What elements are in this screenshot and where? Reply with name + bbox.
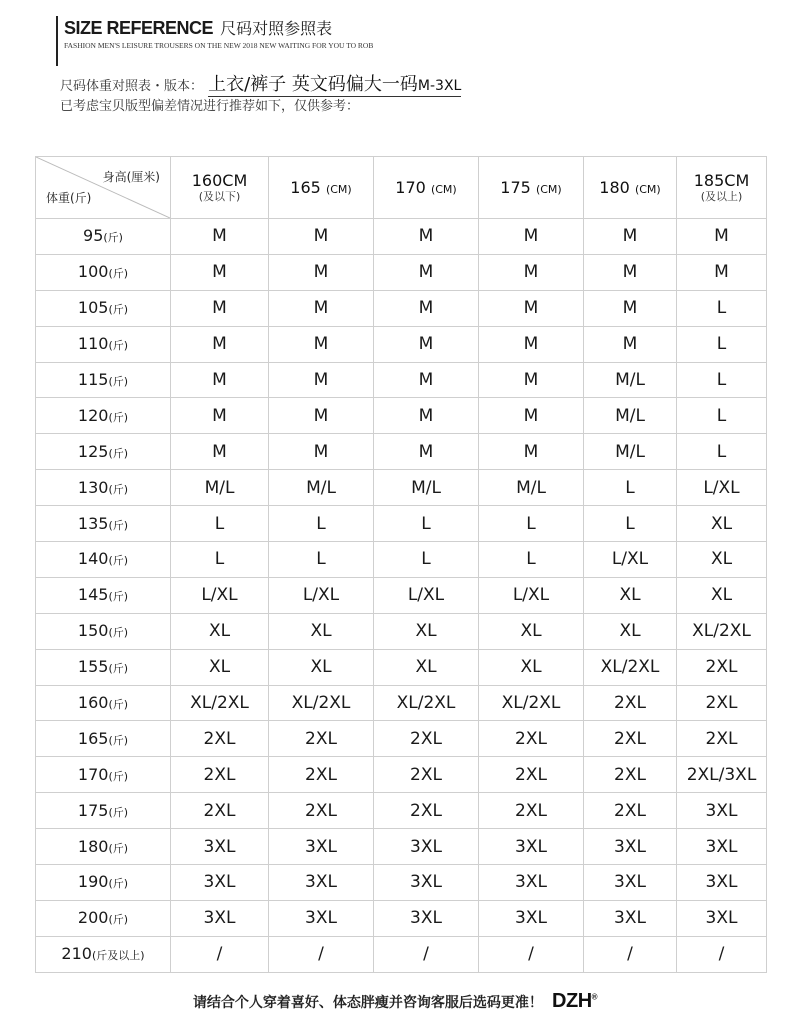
size-cell: XL/2XL — [479, 685, 584, 721]
size-cell: 3XL — [584, 865, 677, 901]
size-cell: / — [584, 936, 677, 972]
column-height-wrap — [500, 178, 561, 197]
size-cell: M — [677, 219, 767, 255]
size-cell: 3XL — [269, 829, 374, 865]
weight-unit: (斤) — [108, 913, 129, 927]
size-cell: XL/2XL — [374, 685, 479, 721]
weight-label — [78, 693, 128, 712]
size-cell: 2XL — [269, 793, 374, 829]
weight-value: 120 — [77, 405, 109, 425]
weight-label — [78, 334, 128, 353]
table-row — [36, 290, 767, 326]
weight-cell — [36, 649, 171, 685]
intro-line-note: 已考虑宝贝版型偏差情况进行推荐如下，仅供参考： — [60, 99, 360, 114]
size-cell: 3XL — [269, 865, 374, 901]
weight-unit: (斤) — [108, 626, 129, 640]
size-cell: L/XL — [171, 577, 269, 613]
size-cell: XL — [677, 577, 767, 613]
size-cell: XL — [171, 613, 269, 649]
weight-label — [78, 406, 128, 425]
size-cell: M — [269, 326, 374, 362]
size-cell: M — [584, 290, 677, 326]
table-header-row — [36, 157, 767, 219]
size-cell: 2XL — [374, 793, 479, 829]
table-row — [36, 506, 767, 542]
size-cell: M/L — [584, 398, 677, 434]
column-header-1 — [269, 157, 374, 219]
size-cell: 3XL — [269, 900, 374, 936]
weight-value: 145 — [77, 585, 109, 605]
corner-height-label: 身高(厘米) — [102, 170, 160, 184]
weight-value: 105 — [77, 298, 109, 318]
table-row — [36, 362, 767, 398]
table-row — [36, 219, 767, 255]
size-cell: L — [677, 326, 767, 362]
table-row — [36, 398, 767, 434]
weight-label — [78, 585, 128, 604]
weight-cell — [36, 757, 171, 793]
size-cell: 3XL — [677, 793, 767, 829]
weight-value: 110 — [77, 334, 109, 354]
weight-label — [61, 944, 144, 963]
weight-cell — [36, 829, 171, 865]
weight-label — [78, 549, 128, 568]
size-cell: M — [269, 398, 374, 434]
intro-prefix: 尺码体重对照表・版本： — [60, 79, 204, 94]
weight-cell — [36, 326, 171, 362]
size-cell: 2XL — [677, 685, 767, 721]
size-cell: M — [479, 398, 584, 434]
size-cell: 2XL — [269, 757, 374, 793]
weight-unit: (斤) — [108, 805, 129, 819]
brand-logo — [552, 990, 597, 1012]
weight-value: 175 — [77, 800, 109, 820]
size-cell: 2XL — [584, 685, 677, 721]
size-cell: XL — [584, 577, 677, 613]
table-row — [36, 757, 767, 793]
weight-cell — [36, 865, 171, 901]
size-cell: L — [479, 506, 584, 542]
column-height-unit: (CM) — [325, 183, 352, 196]
size-cell: M/L — [479, 470, 584, 506]
size-cell: M/L — [269, 470, 374, 506]
size-cell: L/XL — [677, 470, 767, 506]
weight-label — [78, 514, 128, 533]
size-cell: L/XL — [374, 577, 479, 613]
size-cell: M — [479, 326, 584, 362]
column-height-wrap — [599, 178, 660, 197]
size-cell: XL — [269, 649, 374, 685]
table-row — [36, 577, 767, 613]
weight-cell — [36, 506, 171, 542]
title-chinese: 尺码对照参照表 — [220, 19, 333, 38]
size-cell: 3XL — [479, 865, 584, 901]
size-cell: L — [677, 398, 767, 434]
weight-unit: (斤) — [108, 554, 129, 568]
size-cell: XL — [677, 506, 767, 542]
table-row — [36, 542, 767, 578]
table-row — [36, 470, 767, 506]
weight-label — [83, 226, 123, 245]
size-cell: M — [171, 362, 269, 398]
size-cell: M — [479, 254, 584, 290]
size-cell: M — [479, 434, 584, 470]
table-row — [36, 793, 767, 829]
weight-unit: (斤) — [108, 446, 129, 460]
column-header-0 — [171, 157, 269, 219]
size-cell: M — [171, 434, 269, 470]
table-row — [36, 865, 767, 901]
weight-value: 130 — [77, 477, 109, 497]
weight-label — [78, 621, 128, 640]
weight-unit: (斤) — [108, 518, 129, 532]
size-cell: 2XL — [677, 721, 767, 757]
weight-value: 95 — [83, 226, 104, 246]
size-cell: 3XL — [677, 900, 767, 936]
intro-version-text: 上衣/裤子 英文码偏大一码 — [208, 74, 418, 95]
size-cell: M — [374, 362, 479, 398]
size-cell: 2XL — [479, 757, 584, 793]
size-cell: 3XL — [374, 900, 479, 936]
weight-unit: (斤) — [108, 769, 129, 783]
weight-value: 155 — [77, 657, 109, 677]
table-row — [36, 685, 767, 721]
weight-unit: (斤) — [108, 877, 129, 891]
weight-value: 190 — [77, 872, 109, 892]
table-row — [36, 254, 767, 290]
size-cell: M — [269, 434, 374, 470]
size-cell: XL — [374, 649, 479, 685]
size-cell: M — [479, 362, 584, 398]
footer-text: 请结合个人穿着喜好、体态胖瘦并咨询客服后选码更准！ — [192, 995, 543, 1011]
weight-unit: (斤) — [108, 698, 129, 712]
size-cell: 3XL — [171, 900, 269, 936]
weight-value: 125 — [77, 441, 109, 461]
weight-cell — [36, 685, 171, 721]
column-height: 165 — [290, 178, 321, 197]
size-table — [35, 156, 767, 973]
weight-unit: (斤) — [103, 231, 123, 245]
weight-value: 180 — [77, 836, 109, 856]
weight-cell — [36, 362, 171, 398]
column-height: 160CM — [191, 171, 248, 190]
weight-label — [78, 657, 128, 676]
table-row — [36, 829, 767, 865]
size-cell: M — [374, 254, 479, 290]
weight-unit: (斤) — [108, 375, 129, 388]
size-cell: M — [374, 398, 479, 434]
size-cell: 2XL — [171, 757, 269, 793]
size-cell: M — [584, 254, 677, 290]
weight-unit: (斤) — [108, 733, 129, 747]
size-cell: L — [677, 290, 767, 326]
weight-value: 165 — [77, 728, 109, 748]
size-cell: M — [374, 326, 479, 362]
column-header-3 — [479, 157, 584, 219]
intro-version — [208, 74, 461, 97]
size-cell: XL — [584, 613, 677, 649]
column-header-5 — [677, 157, 767, 219]
size-cell: 3XL — [479, 829, 584, 865]
weight-label — [78, 872, 128, 891]
size-cell: XL — [269, 613, 374, 649]
weight-cell — [36, 398, 171, 434]
weight-value: 140 — [77, 549, 109, 569]
size-cell: XL — [479, 613, 584, 649]
size-cell: / — [479, 936, 584, 972]
size-cell: L/XL — [479, 577, 584, 613]
weight-label — [78, 442, 128, 461]
weight-value: 210 — [61, 944, 92, 964]
size-cell: L — [269, 506, 374, 542]
table-corner-cell — [36, 157, 171, 219]
weight-label — [78, 801, 128, 820]
size-cell: 2XL — [584, 793, 677, 829]
weight-unit: (斤) — [108, 303, 129, 317]
weight-label — [78, 370, 128, 389]
weight-cell — [36, 290, 171, 326]
size-cell: 2XL — [584, 721, 677, 757]
size-cell: XL/2XL — [269, 685, 374, 721]
intro-size-range: M-3XL — [417, 78, 462, 94]
size-cell: M/L — [584, 434, 677, 470]
size-cell: 3XL — [479, 900, 584, 936]
weight-unit: (斤及以上) — [91, 949, 145, 963]
size-cell: 2XL — [677, 649, 767, 685]
weight-value: 135 — [77, 513, 109, 533]
size-cell: L — [171, 542, 269, 578]
size-cell: 3XL — [584, 829, 677, 865]
weight-cell — [36, 577, 171, 613]
column-height-unit: (CM) — [535, 183, 562, 196]
size-cell: / — [677, 936, 767, 972]
weight-unit: (斤) — [108, 339, 129, 353]
column-height-note: (及以下) — [198, 190, 241, 203]
weight-cell — [36, 542, 171, 578]
table-row — [36, 900, 767, 936]
weight-label — [78, 298, 128, 317]
weight-value: 115 — [77, 370, 109, 389]
weight-cell — [36, 254, 171, 290]
weight-cell — [36, 900, 171, 936]
size-cell: 3XL — [677, 865, 767, 901]
size-cell: 2XL — [171, 721, 269, 757]
size-cell: M/L — [374, 470, 479, 506]
size-cell: M — [374, 290, 479, 326]
weight-unit: (斤) — [108, 410, 129, 424]
weight-label — [78, 729, 128, 748]
size-cell: M — [171, 254, 269, 290]
size-cell: L — [677, 434, 767, 470]
size-cell: 3XL — [584, 900, 677, 936]
size-cell: / — [171, 936, 269, 972]
size-cell: M — [171, 398, 269, 434]
size-cell: M — [374, 434, 479, 470]
size-cell: L/XL — [269, 577, 374, 613]
column-header-4 — [584, 157, 677, 219]
column-height: 175 — [500, 178, 531, 197]
weight-label — [78, 908, 128, 927]
column-height-wrap — [290, 178, 351, 197]
size-cell: / — [269, 936, 374, 972]
size-cell: M — [269, 290, 374, 326]
size-cell: M — [374, 219, 479, 255]
size-cell: M — [677, 254, 767, 290]
table-row — [36, 326, 767, 362]
size-cell: M — [584, 219, 677, 255]
size-cell: 2XL/3XL — [677, 757, 767, 793]
size-cell: XL — [374, 613, 479, 649]
size-cell: L — [479, 542, 584, 578]
size-cell: 2XL — [374, 757, 479, 793]
weight-label — [78, 837, 128, 856]
weight-cell — [36, 434, 171, 470]
weight-cell — [36, 936, 171, 972]
size-cell: 3XL — [374, 829, 479, 865]
weight-label — [78, 262, 128, 281]
size-cell: M — [269, 219, 374, 255]
weight-unit: (斤) — [108, 267, 129, 281]
title-row — [64, 16, 374, 39]
size-cell: L/XL — [584, 542, 677, 578]
brand-registered-mark: ® — [591, 992, 598, 1002]
column-header-2 — [374, 157, 479, 219]
column-height-unit: (CM) — [634, 183, 661, 196]
column-height: 170 — [395, 178, 426, 197]
size-cell: 2XL — [479, 721, 584, 757]
size-cell: L — [374, 542, 479, 578]
weight-cell — [36, 793, 171, 829]
size-cell: XL/2XL — [584, 649, 677, 685]
size-cell: M — [171, 290, 269, 326]
size-cell: M — [479, 290, 584, 326]
size-cell: L — [269, 542, 374, 578]
weight-value: 150 — [77, 621, 109, 641]
title-english: SIZE REFERENCE — [64, 18, 214, 38]
size-cell: 3XL — [374, 865, 479, 901]
size-cell: M — [269, 254, 374, 290]
size-cell: M — [171, 326, 269, 362]
size-cell: L — [584, 470, 677, 506]
size-cell: 3XL — [171, 829, 269, 865]
weight-cell — [36, 219, 171, 255]
size-cell: M — [584, 326, 677, 362]
size-cell: XL — [479, 649, 584, 685]
size-cell: L — [584, 506, 677, 542]
weight-unit: (斤) — [108, 482, 129, 496]
weight-cell — [36, 470, 171, 506]
size-cell: 2XL — [269, 721, 374, 757]
column-height: 185CM — [693, 171, 750, 190]
size-cell: XL — [677, 542, 767, 578]
weight-unit: (斤) — [108, 662, 129, 676]
size-cell: M/L — [171, 470, 269, 506]
column-height-unit: (CM) — [430, 183, 457, 196]
table-row — [36, 649, 767, 685]
table-row — [36, 721, 767, 757]
corner-diagonal — [36, 157, 170, 218]
weight-value: 200 — [77, 908, 109, 928]
weight-value: 100 — [77, 262, 109, 282]
size-cell: 3XL — [171, 865, 269, 901]
size-cell: / — [374, 936, 479, 972]
weight-label — [78, 478, 128, 497]
weight-unit: (斤) — [108, 590, 129, 604]
table-row — [36, 434, 767, 470]
header-subtitle: FASHION MEN'S LEISURE TROUSERS ON THE NEW 2018 NEW WAITING FOR YOU TO ROB — [64, 41, 374, 50]
size-cell: XL — [171, 649, 269, 685]
weight-value: 160 — [77, 693, 109, 713]
table-body — [36, 219, 767, 973]
size-cell: 3XL — [677, 829, 767, 865]
size-cell: M/L — [584, 362, 677, 398]
page-header — [56, 16, 374, 66]
size-cell: XL/2XL — [677, 613, 767, 649]
size-cell: XL/2XL — [171, 685, 269, 721]
size-cell: 2XL — [584, 757, 677, 793]
column-height-note: (及以上) — [700, 190, 743, 203]
corner-weight-label: 体重(斤) — [46, 191, 92, 205]
size-cell: 2XL — [374, 721, 479, 757]
weight-value: 170 — [77, 764, 109, 784]
size-cell: L — [374, 506, 479, 542]
size-cell: 2XL — [479, 793, 584, 829]
column-height: 180 — [599, 178, 630, 197]
size-cell: M — [269, 362, 374, 398]
size-cell: L — [677, 362, 767, 398]
table-row — [36, 936, 767, 972]
size-cell: M — [479, 219, 584, 255]
intro-line-version — [60, 70, 461, 96]
size-cell: L — [171, 506, 269, 542]
weight-label — [78, 765, 128, 784]
column-height-wrap — [395, 178, 456, 197]
weight-unit: (斤) — [108, 841, 129, 855]
brand-name: DZH — [552, 990, 592, 1012]
table-row — [36, 613, 767, 649]
weight-cell — [36, 613, 171, 649]
size-cell: M — [171, 219, 269, 255]
weight-cell — [36, 721, 171, 757]
size-cell: 2XL — [171, 793, 269, 829]
footer — [0, 990, 790, 1013]
